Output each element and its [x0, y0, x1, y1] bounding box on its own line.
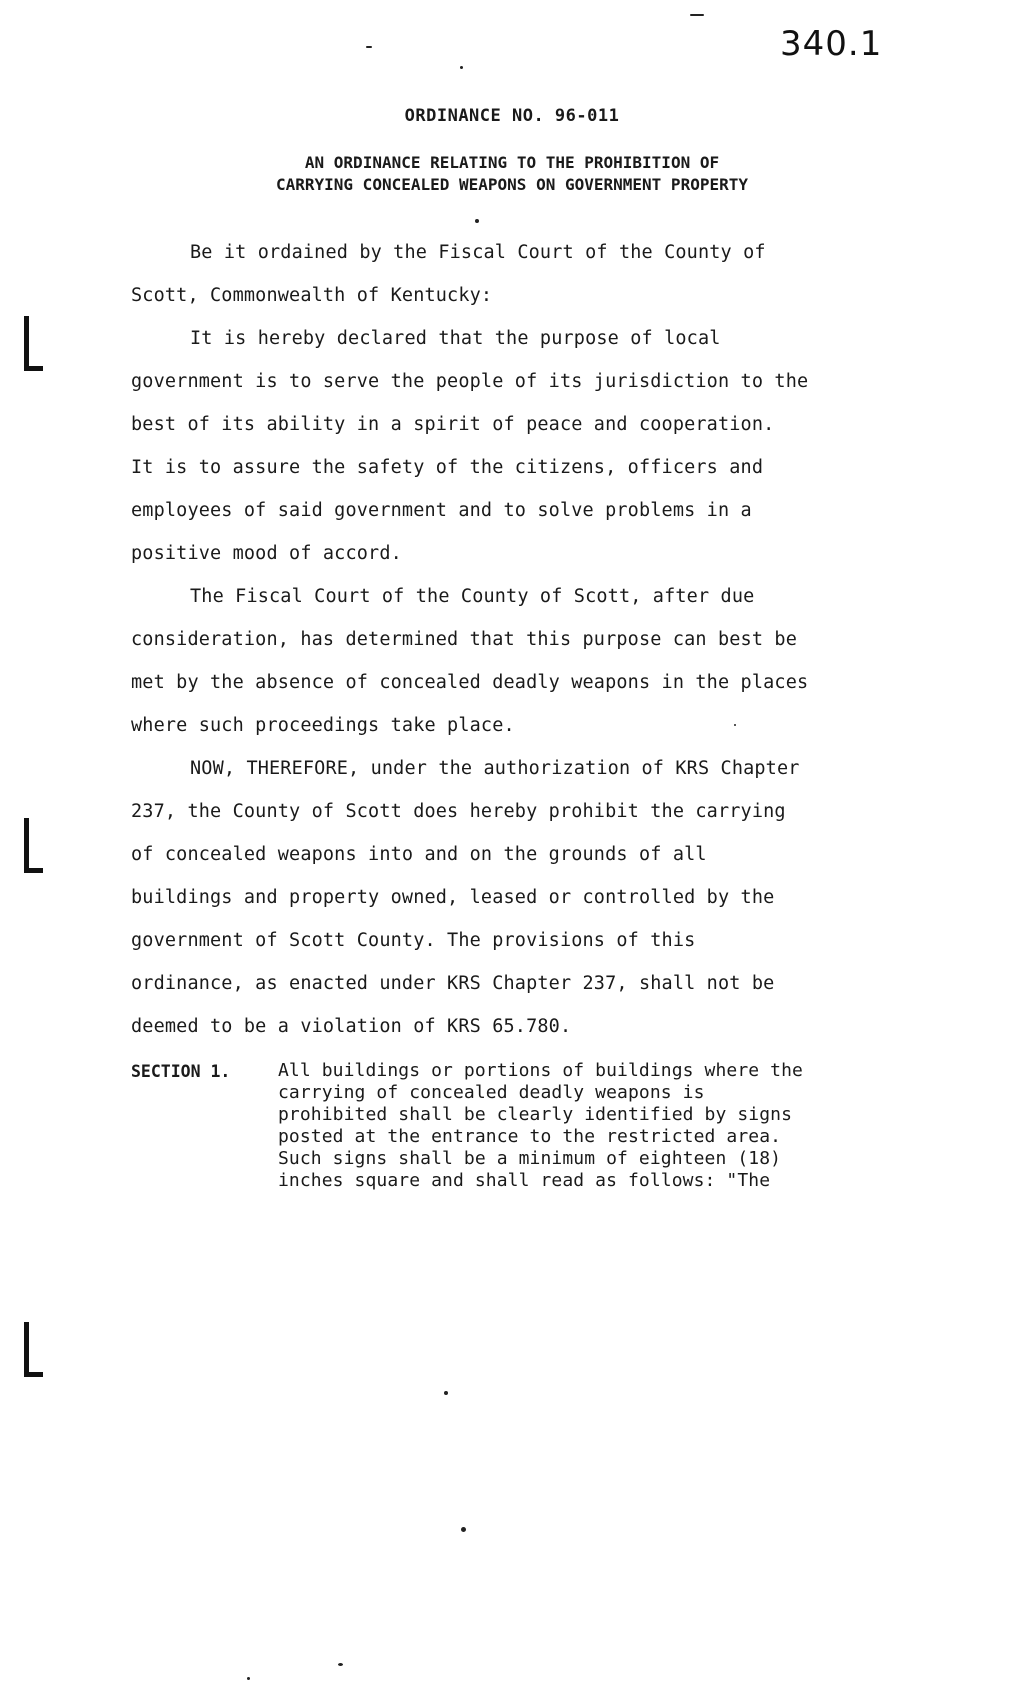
body-line: It is to assure the safety of the citizens, officers and [131, 457, 764, 478]
subtitle-line: CARRYING CONCEALED WEAPONS ON GOVERNMENT PROPERTY [275, 175, 748, 194]
page-number: 340.1 [780, 24, 883, 64]
section-line: posted at the entrance to the restricted area. [278, 1126, 782, 1147]
body-line: consideration, has determined that this purpose can best be [131, 629, 797, 650]
scan-mark [734, 724, 736, 726]
scan-mark [475, 219, 479, 223]
body-line: Be it ordained by the Fiscal Court of the County of [190, 242, 766, 263]
body-line: met by the absence of concealed deadly weapons in the places [131, 672, 809, 693]
scan-mark [690, 14, 704, 16]
section-line: prohibited shall be clearly identified by signs [278, 1104, 793, 1125]
body-line: Scott, Commonwealth of Kentucky: [131, 285, 493, 306]
body-line: 237, the County of Scott does hereby prohibit the carrying [131, 801, 786, 822]
body-line: The Fiscal Court of the County of Scott, after due [190, 586, 755, 607]
body-line: NOW, THEREFORE, under the authorization of KRS Chapter [190, 758, 800, 779]
ordinance-title: ORDINANCE NO. 96-011 [404, 106, 620, 126]
section-line: inches square and shall read as follows: "The [278, 1170, 771, 1191]
body-line: where such proceedings take place. [131, 715, 515, 736]
body-line: employees of said government and to solve problems in a [131, 500, 752, 521]
scan-mark [461, 1527, 466, 1532]
section-line: Such signs shall be a minimum of eighteen (18) [278, 1148, 782, 1169]
scan-mark [338, 1663, 343, 1666]
scan-mark [444, 1391, 448, 1395]
margin-bracket [24, 818, 43, 873]
body-line: government of Scott County. The provisions of this [131, 930, 696, 951]
margin-bracket [24, 1322, 43, 1377]
section-line: All buildings or portions of buildings where the [278, 1060, 803, 1081]
body-line: government is to serve the people of its jurisdiction to the [131, 371, 809, 392]
body-line: It is hereby declared that the purpose of local [190, 328, 721, 349]
body-line: of concealed weapons into and on the grounds of all [131, 844, 707, 865]
margin-bracket [24, 316, 43, 371]
subtitle-line: AN ORDINANCE RELATING TO THE PROHIBITION OF [304, 153, 720, 172]
body-line: ordinance, as enacted under KRS Chapter 237, shall not be [131, 973, 775, 994]
scan-mark [247, 1677, 250, 1680]
ordinance-subtitle [0, 152, 1024, 196]
body-line: buildings and property owned, leased or controlled by the [131, 887, 775, 908]
section-line: carrying of concealed deadly weapons is [278, 1082, 705, 1103]
scan-mark [366, 46, 372, 48]
body-line: best of its ability in a spirit of peace and cooperation. [131, 414, 775, 435]
scan-mark [460, 66, 463, 69]
section-label: SECTION 1. [131, 1062, 231, 1081]
body-line: deemed to be a violation of KRS 65.780. [131, 1016, 572, 1037]
body-line: positive mood of accord. [131, 543, 402, 564]
